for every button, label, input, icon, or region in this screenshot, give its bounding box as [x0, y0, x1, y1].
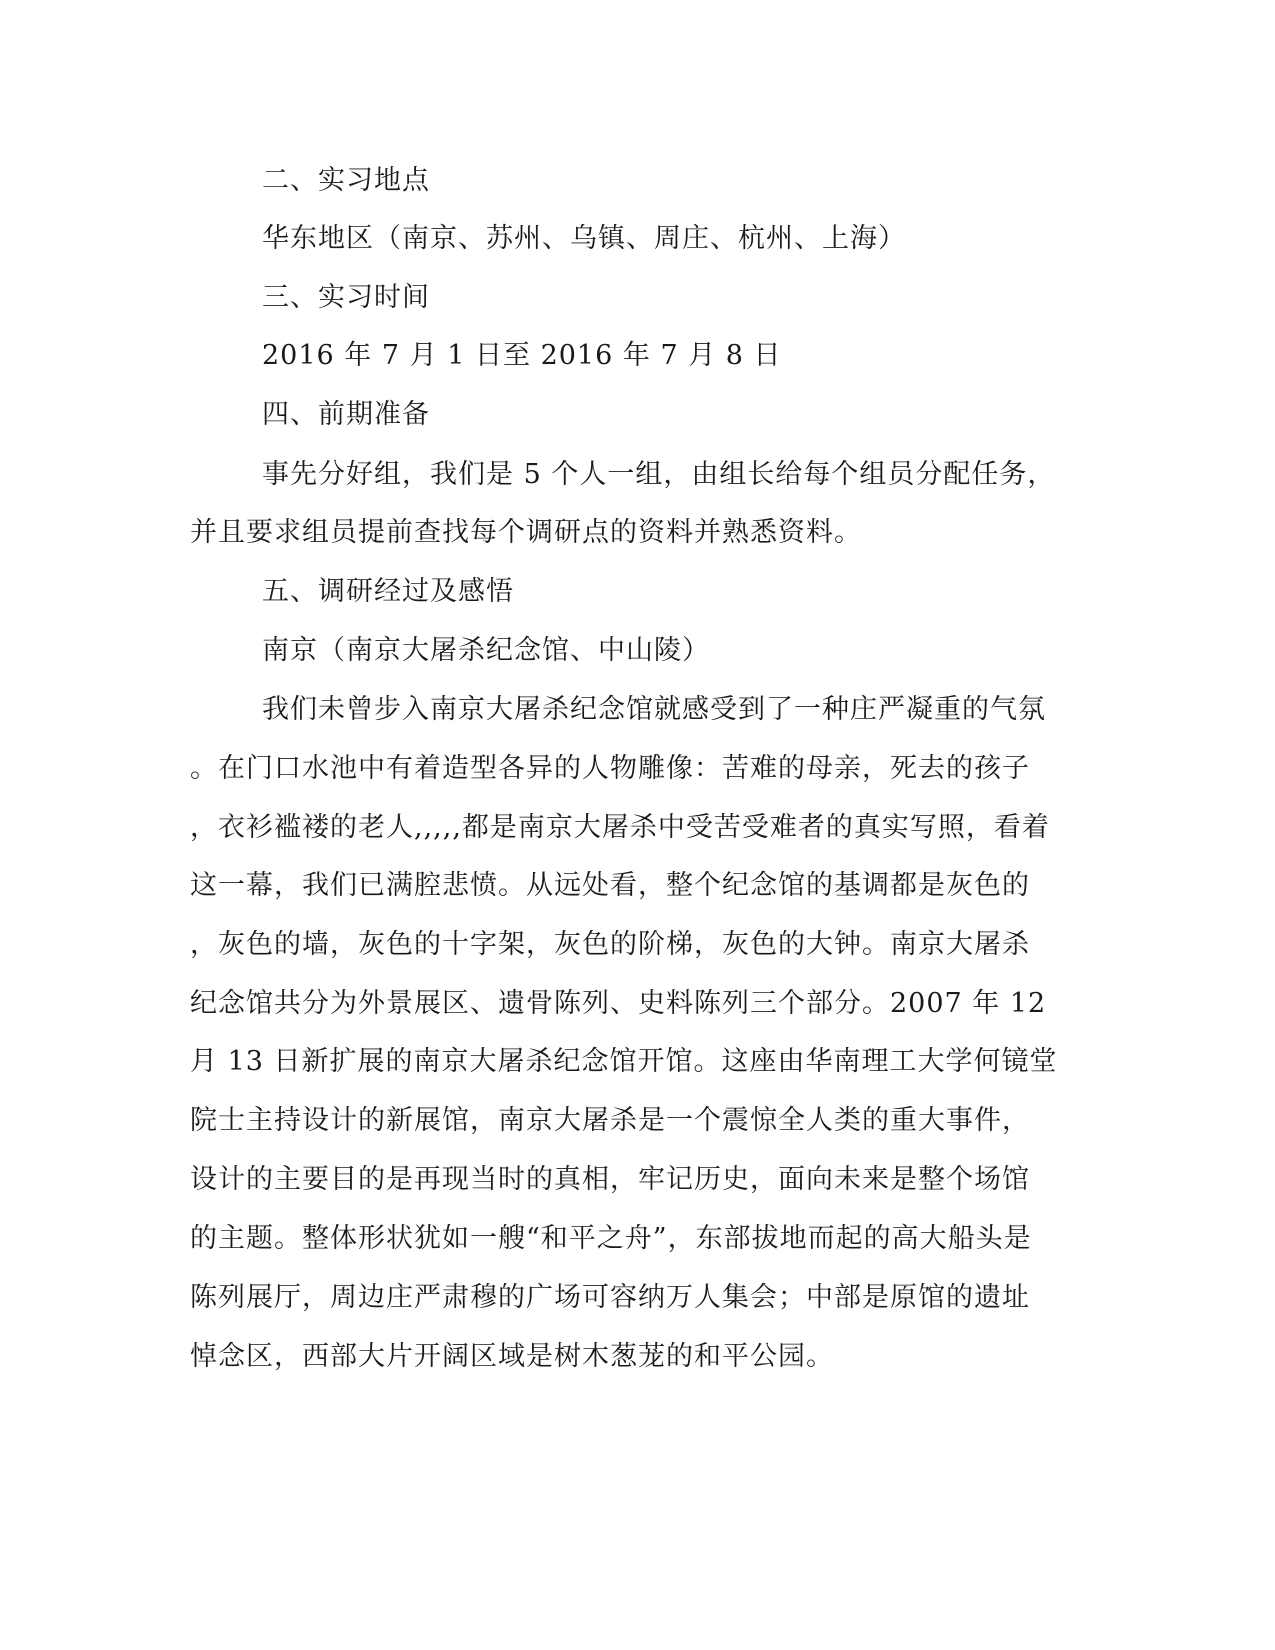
body-line: 纪念馆共分为外景展区、遗骨陈列、史料陈列三个部分。2007 年 12 — [190, 988, 1047, 1019]
body-line: ，衣衫褴褛的老人,,,,,都是南京大屠杀中受苦受难者的真实写照，看着 — [190, 812, 1050, 843]
preparation-line: 事先分好组，我们是 5 个人一组，由组长给每个组员分配任务， — [262, 459, 1056, 490]
location-text: 华东地区（南京、苏州、乌镇、周庄、杭州、上海） — [262, 223, 906, 254]
body-line: 悼念区，西部大片开阔区域是树木葱茏的和平公园。 — [190, 1341, 834, 1372]
body-line: 的主题。整体形状犹如一艘“和平之舟”，东部拔地而起的高大船头是 — [190, 1223, 1032, 1254]
preparation-line: 并且要求组员提前查找每个调研点的资料并熟悉资料。 — [190, 517, 862, 548]
body-line: 院士主持设计的新展馆，南京大屠杀是一个震惊全人类的重大事件， — [190, 1105, 1030, 1136]
body-line: 设计的主要目的是再现当时的真相，牢记历史，面向未来是整个场馆 — [190, 1164, 1030, 1195]
heading-time: 三、实习时间 — [262, 282, 430, 313]
body-line: ，灰色的墙，灰色的十字架，灰色的阶梯，灰色的大钟。南京大屠杀 — [190, 929, 1030, 960]
body-line: 陈列展厅，周边庄严肃穆的广场可容纳万人集会；中部是原馆的遗址 — [190, 1282, 1030, 1313]
subheading-nanjing: 南京（南京大屠杀纪念馆、中山陵） — [262, 635, 710, 666]
heading-research: 五、调研经过及感悟 — [262, 576, 514, 607]
heading-preparation: 四、前期准备 — [262, 399, 430, 430]
body-line: 这一幕，我们已满腔悲愤。从远处看，整个纪念馆的基调都是灰色的 — [190, 870, 1030, 901]
time-text: 2016 年 7 月 1 日至 2016 年 7 月 8 日 — [262, 340, 782, 371]
heading-location: 二、实习地点 — [262, 165, 430, 196]
body-line: 。在门口水池中有着造型各异的人物雕像：苦难的母亲，死去的孩子 — [190, 753, 1030, 784]
body-line: 我们未曾步入南京大屠杀纪念馆就感受到了一种庄严凝重的气氛 — [262, 694, 1046, 725]
body-line: 月 13 日新扩展的南京大屠杀纪念馆开馆。这座由华南理工大学何镜堂 — [190, 1046, 1058, 1077]
